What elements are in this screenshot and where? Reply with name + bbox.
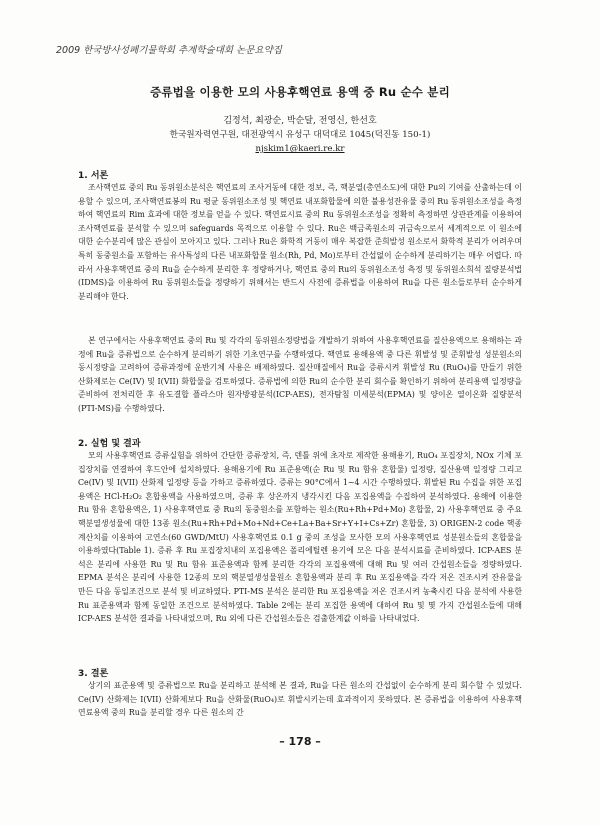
section-heading-introduction: 1. 서론	[78, 171, 109, 181]
experiment-paragraph: 모의 사용후핵연료 증류실험을 위하여 간단한 증류장치, 즉, 덴틀 위에 초자로 제작한 용해용기, RuO₄ 포집장치, NOx 기체 포집장치를 연결하여 후드안에 설치하였다. 용해용기에 Ru 표준용액(순 Ru 및 Ru 함유 혼합물) 일정량, 질산용액 일정량 그리고 Ce(IV) 및 I(VII) 산화제 일정량 등을 가하고 증류하였다. 증류는 90°C에서 1~4 시간 수행하였다. 휘발된 Ru 수집을 위한 포집용액은 HCl-H₂O₂ 혼합용액을 사용하였으며, 증류 후 상온까지 냉각시킨 다음 포집용액을 수집하여 분석하였다. 용해에 이용한 Ru 함유 혼합용액은, 1) 사용후핵연료 중 Ru의 동중원소를 포함하는 원소(Ru+Rh+Pd+Mo) 혼합물, 2) 사용후핵연료 중 주요 핵분열생성물에 대한 13종 원소(Ru+Rh+Pd+Mo+Nd+Ce+La+Ba+Sr+Y+I+Cs+Zr) 혼합물, 3) ORIGEN-2 code 핵종계산치를 이용하여 고연소(60 GWD/MtU) 사용후핵연료 0.1 g 중의 조성을 모사한 모의 사용후핵연료 성분원소들의 혼합물을 이용하였다(Table 1). 증류 후 Ru 포집장치내의 포집용액은 폴리에틸렌 용기에 모은 다음 분석시료를 준비하였다. ICP-AES 분석은 분리에 사용한 Ru 및 Ru 함유 표준용액과 함께 분리한 각각의 포집용액에 대해 Ru 및 여러 간섭원소들을 정량하였다. EPMA 분석은 분리에 사용한 12종의 모의 핵분열생성물원소 혼합용액과 분리 후 Ru 포집용액을 각각 저온 건조시켜 잔유물을 만든 다음 동일조건으로 분석 및 비교하였다. PTI-MS 분석은 분리한 Ru 포집용액을 저온 건조시켜 농축시킨 다음 분석에 사용한 Ru 표준용액과 함께 동일한 조건으로 분석하였다. Table 2에는 분리 포집한 용액에 대하여 Ru 및 몇 가지 간섭원소들에 대해 ICP-AES 분석한 결과를 나타내었으며, Ru 외에 다른 간섭원소들은 검출한계값 이하를 나타내었다.	[78, 451, 522, 624]
page-number: – 178 –	[279, 735, 321, 748]
affiliation: 한국원자력연구원, 대전광역시 유성구 대덕대로 1045(덕진동 150-1)	[169, 130, 431, 140]
author-email-link[interactable]: njskim1@kaeri.re.kr	[255, 144, 345, 154]
section-heading-experiment: 2. 실험 및 결과	[78, 439, 141, 449]
introduction-paragraph-1: 조사핵연료 중의 Ru 동위원소분석은 핵연료의 조사거동에 대한 정보, 즉, 핵분열(총연소도)에 대한 Pu의 기여를 산출하는데 이용할 수 있으며, 조사핵연료봉의 Ru 평균 동위원소조성 및 핵연료 내포화합물에 의한 불용성잔유물 중의 Ru 동위원소조성을 측정하여 핵연료의 Rim 효과에 대한 정보를 얻을 수 있다. 핵연료시료 중의 Ru 동위원소조성을 정확히 측정하면 상관관계를 이용하여 조사핵연료를 분석할 수 있으며 safeguards 목적으로 이용할 수 있다. Ru은 백금족원소의 귀금속으로서 세계적으로 이 원소에 대한 순수분리에 많은 관심이 모아지고 있다. 그러나 Ru은 화학적 거동이 매우 복잡한 준희발성 원소로서 화학적 분리가 어려우며 특히 동중원소를 포함하는 유사특성의 다른 내포화합물 원소(Rh, Pd, Mo)로부터 간섭없이 순수하게 분리하기는 매우 어렵다. 따라서 사용후핵연료 중의 Ru을 순수하게 분리한 후 정량하거나, 핵연료 중의 Ru의 동위원소조성 측정 및 동위원소희석 질량분석법(IDMS)을 이용하여 Ru 동위원소들을 정량하기 위해서는 반드시 사전에 증류법을 이용하여 Ru을 다른 원소들로부터 순수하게 분리해야 한다.	[78, 183, 522, 301]
paper-title: 증류법을 이용한 모의 사용후핵연료 용액 중 Ru 순수 분리	[150, 85, 450, 99]
introduction-paragraph-2: 본 연구에서는 사용후핵연료 중의 Ru 및 각각의 동위원소정량법을 개발하기 위하여 사용후핵연료를 질산용액으로 용해하는 과정에 Ru을 증류법으로 순수하게 분리하기 위한 기초연구를 수행하였다. 핵연료 용해용액 중 다른 휘발성 및 준휘발성 성분원소의 동시정량을 고려하여 증류과정에 운반기체 사용은 배제하였다. 질산매질에서 Ru을 증류시켜 휘발성 Ru (RuO₄)를 만들기 위한 산화제로는 Ce(IV) 및 I(VII) 화합물을 검토하였다. 증류법에 의한 Ru의 순수한 분리 회수를 확인하기 위하여 분리용액 일정량을 준비하여 전처리한 후 유도결합 플라스마 원자방광분석(ICP-AES), 전자탐침 미세분석(EPMA) 및 양이온 열이온화 질량분석(PTI-MS)를 수행하였다.	[78, 336, 522, 413]
conclusion-paragraph: 상기의 표준용액 및 증류법으로 Ru을 분리하고 분석해 본 결과, Ru을 다른 원소의 간섭없이 순수하게 분리 회수할 수 있었다. Ce(IV) 산화제는 I(VII) 산화제보다 Ru을 산화물(RuO₄)로 휘발시키는데 효과적이지 못하였다. 본 증류법을 이용하여 사용후핵연료용액 중의 Ru을 분리할 경우 다른 원소의 간	[78, 681, 523, 718]
author-list: 김정석, 최광순, 박순달, 전영신, 한선호	[223, 116, 377, 126]
section-heading-conclusion: 3. 결론	[78, 669, 109, 679]
conference-header: 2009 한국방사성폐기물학회 추계학술대회 논문요약집	[56, 45, 282, 56]
